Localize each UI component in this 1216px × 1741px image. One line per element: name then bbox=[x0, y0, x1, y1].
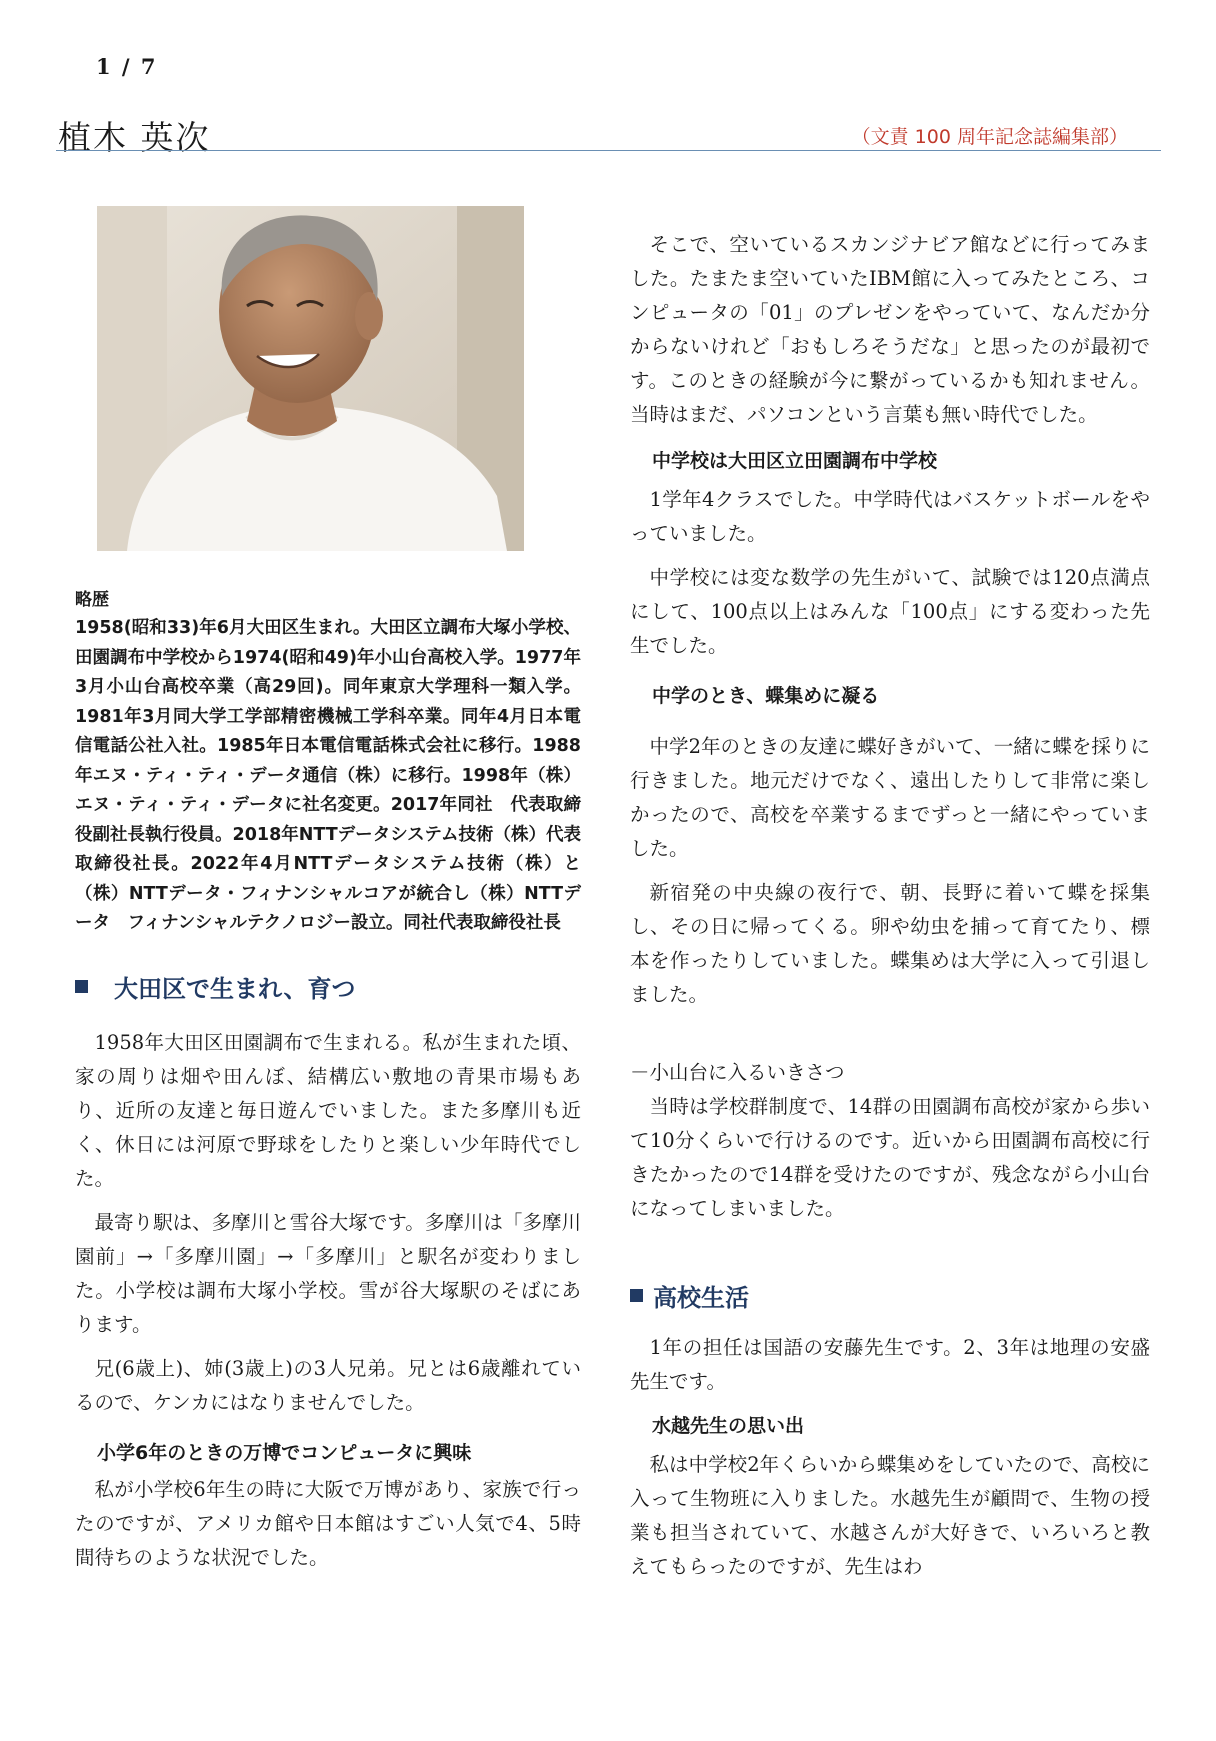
editorial-credit: （文責 100 周年記念誌編集部） bbox=[851, 126, 1128, 148]
portrait-image bbox=[97, 206, 524, 551]
paragraph: 1958年大田区田園調布で生まれる。私が生まれた頃、家の周りは畑や田んぼ、結構広い敷地の青果市場もあり、近所の友達と毎日遊んでいました。また多摩川も近く、休日には河原で野球をしたりと楽しい少年時代でした。 bbox=[75, 1030, 581, 1190]
square-bullet-icon bbox=[630, 1289, 643, 1302]
subheading-mizukoshi: 水越先生の思い出 bbox=[652, 1415, 805, 1437]
paragraph: 私は中学校2年くらいから蝶集めをしていたので、高校に入って生物班に入りました。水越先生が顧問で、生物の授業も担当されていて、水越さんが大好きで、いろいろと教えてもらったのですが、先生はわ bbox=[630, 1453, 1150, 1578]
page-title: 植木 英次 bbox=[58, 118, 211, 157]
profile-label: 略歴 bbox=[75, 590, 109, 610]
paragraph: そこで、空いているスカンジナビア館などに行ってみました。たまたま空いていたIBM館に入ってみたところ、コンピュータの「01」のプレゼンをやっていて、なんだか分からないけれど「おもしろそうだな」と思ったのが最初です。このときの経験が今に繋がっているかも知れません。当時はまだ、パソコンという言葉も無い時代でした。 bbox=[630, 233, 1150, 426]
subheading-butterflies: 中学のとき、蝶集めに凝る bbox=[652, 685, 880, 707]
paragraph: 中学校には変な数学の先生がいて、試験では120点満点にして、100点以上はみんな「100点」にする変わった先生でした。 bbox=[630, 566, 1150, 657]
paragraph: 1年の担任は国語の安藤先生です。2、3年は地理の安盛先生です。 bbox=[630, 1336, 1150, 1393]
paragraph: 中学2年のときの友達に蝶好きがいて、一緒に蝶を採りに行きました。地元だけでなく、遠出したりして非常に楽しかったので、高校を卒業するまでずっと一緒にやっていました。 bbox=[630, 735, 1150, 860]
paragraph: 私が小学校6年生の時に大阪で万博があり、家族で行ったのですが、アメリカ館や日本館はすごい人気で4、5時間待ちのような状況でした。 bbox=[75, 1477, 581, 1569]
paragraph: 新宿発の中央線の夜行で、朝、長野に着いて蝶を採集し、その日に帰ってくる。卵や幼虫を捕って育てたり、標本を作ったりしていました。蝶集めは大学に入って引退しました。 bbox=[630, 881, 1150, 1006]
paragraph: 1学年4クラスでした。中学時代はバスケットボールをやっていました。 bbox=[630, 488, 1150, 545]
section-heading-born-text: 大田区で生まれ、育つ bbox=[114, 974, 356, 1003]
section-heading-high-school-text: 高校生活 bbox=[653, 1284, 749, 1312]
section-heading-high-school bbox=[630, 1278, 1150, 1313]
square-bullet-icon bbox=[75, 980, 88, 993]
header-rule bbox=[56, 150, 1161, 151]
paragraph: 最寄り駅は、多摩川と雪谷大塚です。多摩川は「多摩川園前」→「多摩川園」→「多摩川」と駅名が変わりました。小学校は調布大塚小学校。雪が谷大塚駅のそばにあります。 bbox=[75, 1210, 581, 1336]
page-number: 1 / 7 bbox=[96, 54, 158, 79]
subheading-junior-high: 中学校は大田区立田園調布中学校 bbox=[652, 450, 938, 472]
subheading-koyamadai: －小山台に入るいきさつ bbox=[630, 1061, 845, 1084]
portrait-photo bbox=[97, 206, 524, 551]
paragraph: 兄(6歳上)、姉(3歳上)の3人兄弟。兄とは6歳離れているので、ケンカにはなりませんでした。 bbox=[75, 1356, 581, 1414]
subheading-expo: 小学6年のときの万博でコンピュータに興味 bbox=[97, 1441, 472, 1464]
paragraph: 当時は学校群制度で、14群の田園調布高校が家から歩いて10分くらいで行けるのです。近いから田園調布高校に行きたかったので14群を受けたのですが、残念ながら小山台になってしまいました。 bbox=[630, 1095, 1150, 1220]
profile-text: 1958(昭和33)年6月大田区生まれ。大田区立調布大塚小学校、田園調布中学校から1974(昭和49)年小山台高校入学。1977年3月小山台高校卒業（高29回)。同年東京大学理科一類入学。1981年3月同大学工学部精密機械工学科卒業。同年4月日本電信電話公社入社。1985年日本電信電話株式会社に移行。1988年エヌ・ティ・ティ・データ通信（株）に移行。1998年（株）エヌ・ティ・ティ・データに社名変更。2017年同社 代表取締役副社長執行役員。2018年NTTデータシステム技術（株）代表取締役社長。2022年4月NTTデータシステム技術（株）と（株）NTTデータ・フィナンシャルコアが統合し（株）NTTデータ フィナンシャルテクノロジー設立。同社代表取締役社長 bbox=[75, 618, 581, 933]
section-heading-born bbox=[75, 969, 581, 1004]
